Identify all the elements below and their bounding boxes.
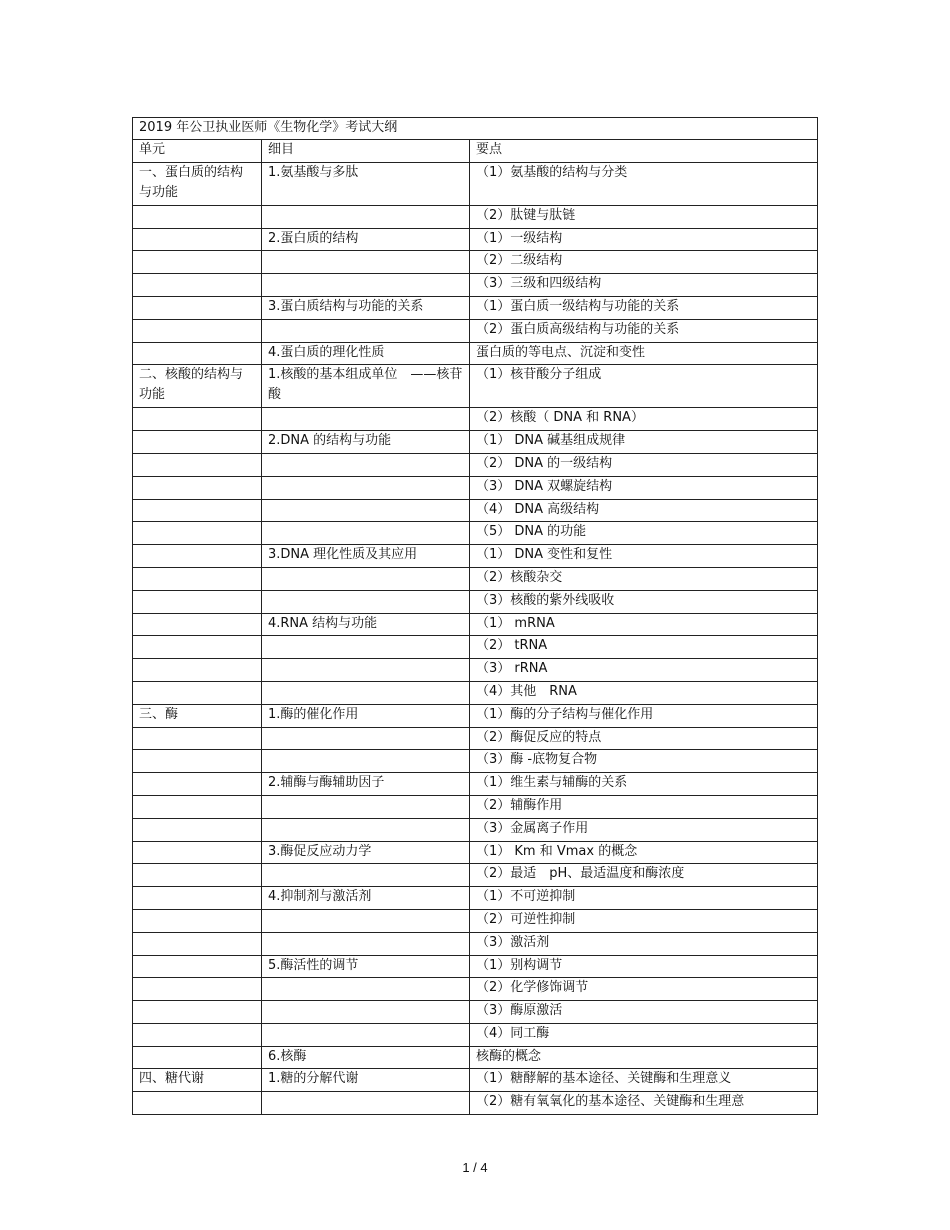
table-row: [133, 1046, 818, 1069]
point-cell: （3）三级和四级结构: [470, 274, 818, 297]
point-cell: （2）酶促反应的特点: [470, 727, 818, 750]
table-row: [133, 453, 818, 476]
table-row: [133, 476, 818, 499]
point-cell: （1）氨基酸的结构与分类: [470, 162, 818, 205]
table-row: [133, 567, 818, 590]
unit-cell: [133, 818, 262, 841]
item-cell: 5.酶活性的调节: [262, 955, 470, 978]
item-cell: [262, 319, 470, 342]
item-cell: 3.酶促反应动力学: [262, 841, 470, 864]
unit-cell: [133, 750, 262, 773]
table-row: [133, 162, 818, 205]
unit-cell: [133, 590, 262, 613]
item-cell: 6.核酶: [262, 1046, 470, 1069]
unit-cell: [133, 251, 262, 274]
unit-cell: [133, 727, 262, 750]
table-row: [133, 365, 818, 408]
unit-cell: 一、蛋白质的结构与功能: [133, 162, 262, 205]
item-cell: 4.蛋白质的理化性质: [262, 342, 470, 365]
point-cell: （2）二级结构: [470, 251, 818, 274]
point-cell: 蛋白质的等电点、沉淀和变性: [470, 342, 818, 365]
item-cell: [262, 251, 470, 274]
syllabus-table: [132, 117, 818, 1115]
table-row: [133, 296, 818, 319]
header-item: 细目: [262, 140, 470, 163]
unit-cell: [133, 613, 262, 636]
unit-cell: [133, 909, 262, 932]
item-cell: [262, 567, 470, 590]
item-cell: 4.抑制剂与激活剂: [262, 887, 470, 910]
point-cell: （2）核酸（ DNA 和 RNA）: [470, 408, 818, 431]
item-cell: 1.糖的分解代谢: [262, 1069, 470, 1092]
point-cell: （2）辅酶作用: [470, 795, 818, 818]
unit-cell: [133, 431, 262, 454]
point-cell: （3）核酸的紫外线吸收: [470, 590, 818, 613]
unit-cell: [133, 567, 262, 590]
unit-cell: [133, 636, 262, 659]
point-cell: （3） DNA 双螺旋结构: [470, 476, 818, 499]
unit-cell: [133, 955, 262, 978]
title-row: [133, 118, 818, 140]
point-cell: （1）维生素与辅酶的关系: [470, 773, 818, 796]
point-cell: （1） Km 和 Vmax 的概念: [470, 841, 818, 864]
table-row: [133, 1001, 818, 1024]
table-row: [133, 909, 818, 932]
item-cell: 4.RNA 结构与功能: [262, 613, 470, 636]
table-row: [133, 431, 818, 454]
item-cell: [262, 274, 470, 297]
item-cell: 2.蛋白质的结构: [262, 228, 470, 251]
point-cell: （1）糖酵解的基本途径、关键酶和生理意义: [470, 1069, 818, 1092]
point-cell: （4）其他 RNA: [470, 681, 818, 704]
point-cell: （3）酶原激活: [470, 1001, 818, 1024]
table-row: [133, 659, 818, 682]
table-row: [133, 1069, 818, 1092]
table-row: [133, 864, 818, 887]
table-row: [133, 681, 818, 704]
item-cell: [262, 681, 470, 704]
unit-cell: 四、糖代谢: [133, 1069, 262, 1092]
unit-cell: [133, 864, 262, 887]
unit-cell: [133, 1023, 262, 1046]
header-point: 要点: [470, 140, 818, 163]
table-row: [133, 319, 818, 342]
point-cell: （2）化学修饰调节: [470, 978, 818, 1001]
table-row: [133, 590, 818, 613]
point-cell: （2）最适 pH、最适温度和酶浓度: [470, 864, 818, 887]
unit-cell: [133, 319, 262, 342]
item-cell: [262, 453, 470, 476]
item-cell: 2.DNA 的结构与功能: [262, 431, 470, 454]
table-row: [133, 932, 818, 955]
item-cell: [262, 205, 470, 228]
point-cell: （1）别构调节: [470, 955, 818, 978]
table-row: [133, 205, 818, 228]
unit-cell: [133, 522, 262, 545]
table-row: [133, 795, 818, 818]
item-cell: [262, 727, 470, 750]
unit-cell: [133, 1001, 262, 1024]
point-cell: （1）酶的分子结构与催化作用: [470, 704, 818, 727]
unit-cell: [133, 476, 262, 499]
item-cell: [262, 1001, 470, 1024]
document-title: 2019 年公卫执业医师《生物化学》考试大纲: [133, 118, 818, 140]
point-cell: （4） DNA 高级结构: [470, 499, 818, 522]
point-cell: （2）可逆性抑制: [470, 909, 818, 932]
table-row: [133, 818, 818, 841]
table-row: [133, 636, 818, 659]
point-cell: （3） rRNA: [470, 659, 818, 682]
point-cell: （3）激活剂: [470, 932, 818, 955]
item-cell: 1.酶的催化作用: [262, 704, 470, 727]
unit-cell: [133, 1092, 262, 1115]
point-cell: （1）核苷酸分子组成: [470, 365, 818, 408]
item-cell: [262, 978, 470, 1001]
unit-cell: [133, 773, 262, 796]
point-cell: （1） DNA 变性和复性: [470, 545, 818, 568]
item-cell: [262, 932, 470, 955]
item-cell: [262, 499, 470, 522]
item-cell: [262, 795, 470, 818]
item-cell: [262, 636, 470, 659]
item-cell: [262, 864, 470, 887]
table-row: [133, 1092, 818, 1115]
item-cell: [262, 659, 470, 682]
table-row: [133, 228, 818, 251]
unit-cell: [133, 1046, 262, 1069]
unit-cell: [133, 681, 262, 704]
item-cell: 2.辅酶与酶辅助因子: [262, 773, 470, 796]
item-cell: [262, 590, 470, 613]
unit-cell: [133, 228, 262, 251]
item-cell: [262, 750, 470, 773]
item-cell: [262, 1023, 470, 1046]
table-row: [133, 750, 818, 773]
point-cell: （1） DNA 碱基组成规律: [470, 431, 818, 454]
table-row: [133, 522, 818, 545]
point-cell: （3）酶 -底物复合物: [470, 750, 818, 773]
point-cell: （2）核酸杂交: [470, 567, 818, 590]
point-cell: （1）蛋白质一级结构与功能的关系: [470, 296, 818, 319]
table-row: [133, 1023, 818, 1046]
point-cell: （3）金属离子作用: [470, 818, 818, 841]
table-row: [133, 978, 818, 1001]
table-row: [133, 545, 818, 568]
point-cell: （2）肽键与肽链: [470, 205, 818, 228]
item-cell: [262, 408, 470, 431]
unit-cell: [133, 932, 262, 955]
table-row: [133, 887, 818, 910]
unit-cell: [133, 342, 262, 365]
header-row: [133, 140, 818, 163]
point-cell: 核酶的概念: [470, 1046, 818, 1069]
header-unit: 单元: [133, 140, 262, 163]
table-row: [133, 408, 818, 431]
unit-cell: [133, 659, 262, 682]
unit-cell: [133, 205, 262, 228]
item-cell: 3.DNA 理化性质及其应用: [262, 545, 470, 568]
point-cell: （4）同工酶: [470, 1023, 818, 1046]
point-cell: （5） DNA 的功能: [470, 522, 818, 545]
item-cell: [262, 476, 470, 499]
table-row: [133, 955, 818, 978]
point-cell: （1）一级结构: [470, 228, 818, 251]
unit-cell: 三、酶: [133, 704, 262, 727]
point-cell: （2） DNA 的一级结构: [470, 453, 818, 476]
table-row: [133, 613, 818, 636]
item-cell: [262, 818, 470, 841]
table-row: [133, 342, 818, 365]
item-cell: [262, 1092, 470, 1115]
table-row: [133, 251, 818, 274]
unit-cell: [133, 545, 262, 568]
item-cell: 3.蛋白质结构与功能的关系: [262, 296, 470, 319]
table-row: [133, 841, 818, 864]
point-cell: （1）不可逆抑制: [470, 887, 818, 910]
point-cell: （1） mRNA: [470, 613, 818, 636]
unit-cell: [133, 453, 262, 476]
point-cell: （2）蛋白质高级结构与功能的关系: [470, 319, 818, 342]
unit-cell: [133, 841, 262, 864]
unit-cell: [133, 887, 262, 910]
unit-cell: [133, 274, 262, 297]
unit-cell: 二、核酸的结构与功能: [133, 365, 262, 408]
point-cell: （2） tRNA: [470, 636, 818, 659]
table-row: [133, 499, 818, 522]
unit-cell: [133, 978, 262, 1001]
table-row: [133, 727, 818, 750]
table-row: [133, 274, 818, 297]
table-row: [133, 704, 818, 727]
item-cell: [262, 522, 470, 545]
unit-cell: [133, 795, 262, 818]
point-cell: （2）糖有氧氧化的基本途径、关键酶和生理意: [470, 1092, 818, 1115]
page-number: 1 / 4: [462, 1160, 488, 1175]
item-cell: 1.核酸的基本组成单位 ——核苷酸: [262, 365, 470, 408]
unit-cell: [133, 408, 262, 431]
item-cell: 1.氨基酸与多肽: [262, 162, 470, 205]
table-row: [133, 773, 818, 796]
unit-cell: [133, 499, 262, 522]
unit-cell: [133, 296, 262, 319]
item-cell: [262, 909, 470, 932]
